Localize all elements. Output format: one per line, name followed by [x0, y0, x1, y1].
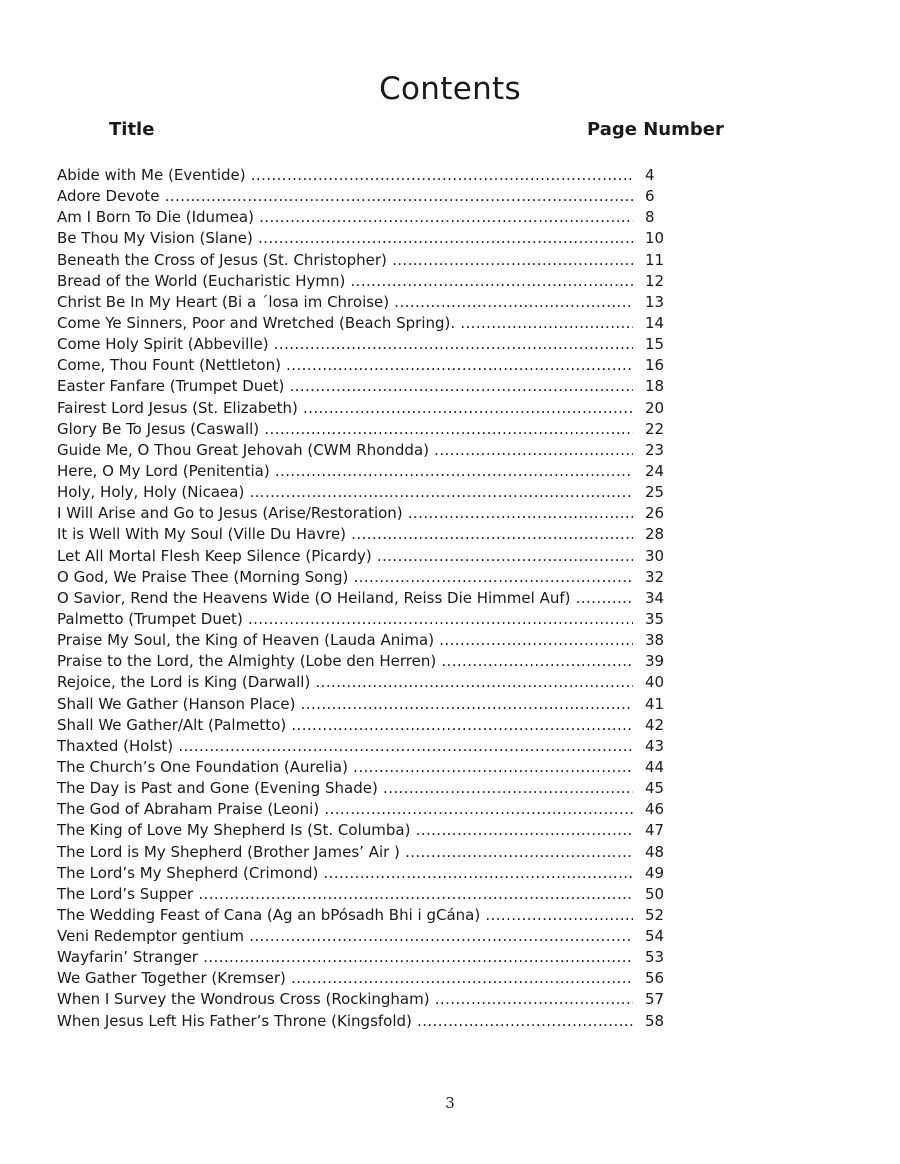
- toc-entry-title: When Jesus Left His Father’s Throne (Kingsfold) .....: [57, 1011, 633, 1032]
- toc-entry-title: Bread of the World (Eucharistic Hymn) .....: [57, 271, 633, 292]
- toc-entry-page: 15: [645, 335, 665, 354]
- toc-entry: [57, 778, 677, 799]
- toc-entry: [57, 651, 677, 672]
- toc-entry: [57, 609, 677, 630]
- toc-entry-page: 6: [645, 187, 655, 206]
- toc-entry-title: Wayfarin’ Stranger .....: [57, 947, 633, 968]
- toc-entry: [57, 440, 677, 461]
- toc-entry-title: Here, O My Lord (Penitentia) .....: [57, 461, 633, 482]
- toc-entry-title: Praise My Soul, the King of Heaven (Lauda Anima) .....: [57, 630, 633, 651]
- toc-entry-page: 45: [645, 779, 665, 798]
- toc-entry-page: 10: [645, 229, 665, 248]
- toc-entry: [57, 715, 677, 736]
- toc-entry: [57, 376, 677, 397]
- toc-entry-page: 35: [645, 609, 665, 628]
- toc-entry: [57, 820, 677, 841]
- toc-entry-page: 44: [645, 757, 665, 776]
- toc-entry-page: 48: [645, 842, 665, 861]
- toc-entry-title: When I Survey the Wondrous Cross (Rockingham) .....: [57, 989, 633, 1010]
- page-number-column-header: Page Number: [587, 119, 724, 140]
- page-number: 3: [445, 1094, 455, 1112]
- toc-entry: [57, 694, 677, 715]
- toc-entry-page: 11: [645, 250, 665, 269]
- toc-entry-page: 18: [645, 377, 665, 396]
- toc-entry-page: 40: [645, 673, 665, 692]
- toc-entry-title: Thaxted (Holst) .....: [57, 736, 633, 757]
- toc-entry: [57, 588, 677, 609]
- toc-entry-title: Praise to the Lord, the Almighty (Lobe den Herren) .....: [57, 651, 633, 672]
- toc-entry: [57, 292, 677, 313]
- toc-entry-page: 58: [645, 1011, 665, 1030]
- toc-entry-title: Glory Be To Jesus (Caswall) .....: [57, 419, 633, 440]
- toc-entry: [57, 482, 677, 503]
- toc-entry-title: It is Well With My Soul (Ville Du Havre) .....: [57, 524, 633, 545]
- toc-entry-title: Be Thou My Vision (Slane) .....: [57, 228, 633, 249]
- toc-entry: [57, 757, 677, 778]
- toc-entry-title: Shall We Gather/Alt (Palmetto) .....: [57, 715, 633, 736]
- toc-entry: [57, 313, 677, 334]
- toc-entry: [57, 968, 677, 989]
- toc-entry-page: 20: [645, 398, 665, 417]
- toc-entry: [57, 884, 677, 905]
- toc-entry: [57, 736, 677, 757]
- toc-entry: [57, 503, 677, 524]
- toc-entry-title: Christ Be In My Heart (Bi a ´losa im Chroise) .....: [57, 292, 633, 313]
- toc-entry-title: The Lord’s My Shepherd (Crimond) .....: [57, 863, 633, 884]
- toc-entry: [57, 398, 677, 419]
- toc-entry-title: Come Ye Sinners, Poor and Wretched (Beach Spring). .....: [57, 313, 633, 334]
- toc-entry-title: The Lord’s Supper .....: [57, 884, 633, 905]
- toc-entry: [57, 228, 677, 249]
- toc-entry-title: Come Holy Spirit (Abbeville) .....: [57, 334, 633, 355]
- toc-entry: [57, 1011, 677, 1032]
- table-of-contents: [57, 165, 677, 1032]
- toc-entry: [57, 842, 677, 863]
- toc-entry: [57, 334, 677, 355]
- toc-entry-title: O God, We Praise Thee (Morning Song) .....: [57, 567, 633, 588]
- page-title: Contents: [379, 70, 521, 107]
- toc-entry-title: The Lord is My Shepherd (Brother James’ Air ) .....: [57, 842, 633, 863]
- toc-entry: [57, 186, 677, 207]
- toc-entry: [57, 546, 677, 567]
- toc-entry-title: Come, Thou Fount (Nettleton) .....: [57, 355, 633, 376]
- toc-entry-page: 49: [645, 863, 665, 882]
- title-column-header: Title: [109, 119, 155, 140]
- toc-entry: [57, 524, 677, 545]
- toc-entry-title: Holy, Holy, Holy (Nicaea) .....: [57, 482, 633, 503]
- toc-entry-page: 26: [645, 504, 665, 523]
- toc-entry: [57, 905, 677, 926]
- toc-entry-page: 4: [645, 166, 655, 184]
- toc-entry-page: 53: [645, 948, 665, 967]
- toc-entry-page: 46: [645, 800, 665, 819]
- toc-entry-page: 41: [645, 694, 665, 713]
- toc-entry-page: 47: [645, 821, 665, 840]
- toc-entry-page: 32: [645, 567, 665, 586]
- toc-entry-title: We Gather Together (Kremser) .....: [57, 968, 633, 989]
- toc-entry-page: 25: [645, 483, 665, 502]
- toc-entry-page: 22: [645, 419, 665, 438]
- toc-entry: [57, 207, 677, 228]
- toc-entry-page: 50: [645, 884, 665, 903]
- toc-entry: [57, 947, 677, 968]
- toc-entry: [57, 672, 677, 693]
- toc-entry-title: Veni Redemptor gentium .....: [57, 926, 633, 947]
- toc-entry-title: Fairest Lord Jesus (St. Elizabeth) .....: [57, 398, 633, 419]
- toc-entry: [57, 989, 677, 1010]
- toc-entry-title: Beneath the Cross of Jesus (St. Christopher) .....: [57, 250, 633, 271]
- toc-entry: [57, 250, 677, 271]
- toc-entry-title: Abide with Me (Eventide) .....: [57, 165, 633, 186]
- toc-entry-page: 34: [645, 588, 665, 607]
- toc-entry-page: 43: [645, 736, 665, 755]
- toc-entry-title: O Savior, Rend the Heavens Wide (O Heiland, Reiss Die Himmel Auf) .....: [57, 588, 633, 609]
- toc-entry-title: Palmetto (Trumpet Duet) .....: [57, 609, 633, 630]
- toc-entry-title: Am I Born To Die (Idumea) .....: [57, 207, 633, 228]
- toc-entry-title: Easter Fanfare (Trumpet Duet) .....: [57, 376, 633, 397]
- toc-entry-page: 13: [645, 292, 665, 311]
- toc-entry-page: 38: [645, 631, 665, 650]
- toc-entry-title: The God of Abraham Praise (Leoni) .....: [57, 799, 633, 820]
- toc-entry-page: 16: [645, 356, 665, 375]
- toc-entry: [57, 926, 677, 947]
- toc-entry-page: 54: [645, 927, 665, 946]
- toc-entry: [57, 863, 677, 884]
- toc-entry-page: 24: [645, 461, 665, 480]
- toc-entry-title: The Church’s One Foundation (Aurelia) .....: [57, 757, 633, 778]
- toc-entry-page: 52: [645, 905, 665, 924]
- toc-entry-page: 23: [645, 440, 665, 459]
- toc-entry-page: 8: [645, 208, 655, 227]
- toc-entry-page: 39: [645, 652, 665, 671]
- toc-entry-page: 12: [645, 271, 665, 290]
- toc-entry-page: 30: [645, 546, 665, 565]
- toc-entry: [57, 567, 677, 588]
- toc-entry-page: 57: [645, 990, 665, 1009]
- toc-entry: [57, 271, 677, 292]
- toc-entry-title: Adore Devote .....: [57, 186, 633, 207]
- toc-entry: [57, 165, 677, 186]
- toc-entry-page: 28: [645, 525, 665, 544]
- toc-entry-title: Rejoice, the Lord is King (Darwall) .....: [57, 672, 633, 693]
- toc-entry-title: The Wedding Feast of Cana (Ag an bPósadh Bhi i gCána) .....: [57, 905, 633, 926]
- toc-entry-title: Guide Me, O Thou Great Jehovah (CWM Rhondda) .....: [57, 440, 633, 461]
- toc-entry-title: The Day is Past and Gone (Evening Shade) .....: [57, 778, 633, 799]
- toc-entry-title: I Will Arise and Go to Jesus (Arise/Restoration) .....: [57, 503, 633, 524]
- toc-entry-title: Shall We Gather (Hanson Place) .....: [57, 694, 633, 715]
- toc-entry-title: Let All Mortal Flesh Keep Silence (Picardy) .....: [57, 546, 633, 567]
- toc-entry-page: 42: [645, 715, 665, 734]
- toc-entry-title: The King of Love My Shepherd Is (St. Columba) .....: [57, 820, 633, 841]
- toc-entry: [57, 419, 677, 440]
- toc-entry: [57, 799, 677, 820]
- toc-entry: [57, 461, 677, 482]
- toc-entry: [57, 355, 677, 376]
- toc-entry-page: 56: [645, 969, 665, 988]
- toc-entry-page: 14: [645, 313, 665, 332]
- toc-entry: [57, 630, 677, 651]
